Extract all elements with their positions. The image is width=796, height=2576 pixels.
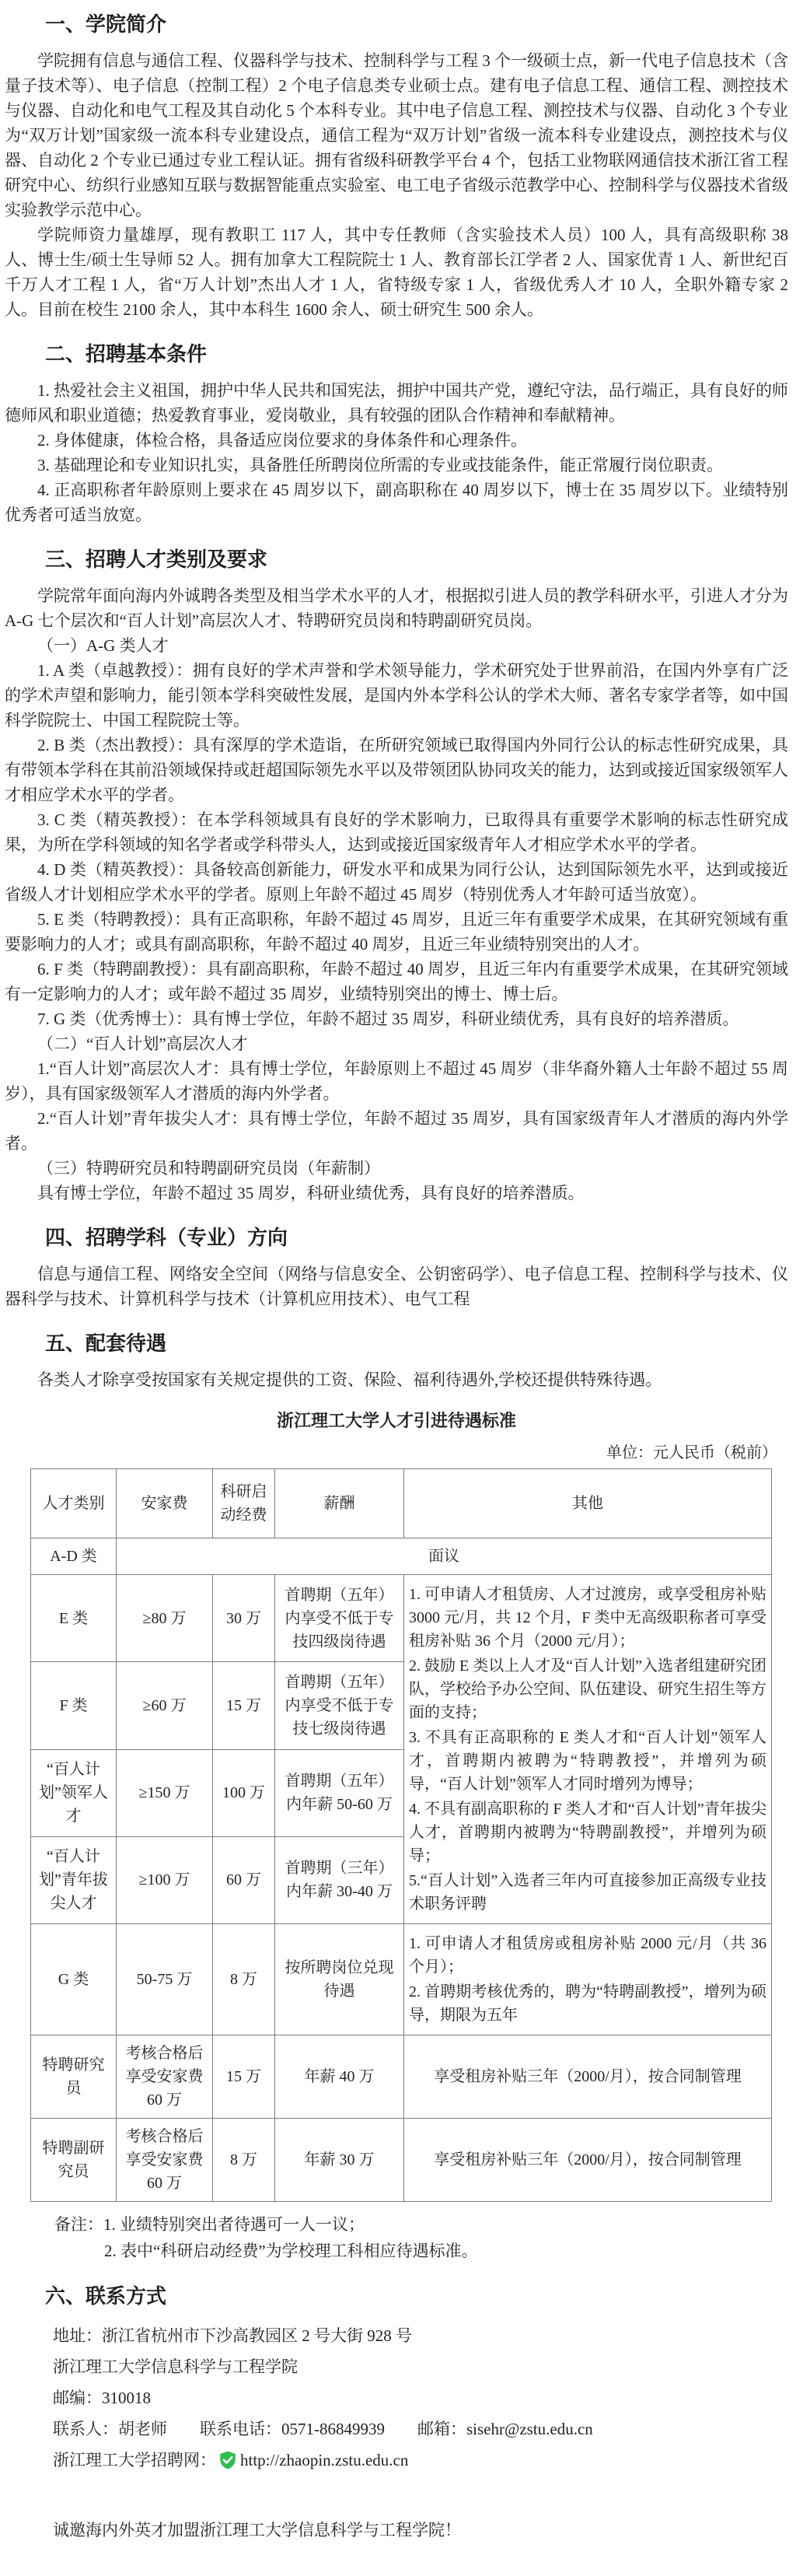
cell-settling-fee: 考核合格后享受安家费 60 万 [117, 2119, 213, 2202]
talent-category-item: 5. E 类（特聘教授）：具有正高职称，年龄不超过 45 周岁，且近三年有重要学术成果，在其研究领域有重要影响力的人才；或具有副高职称，年龄不超过 40 周岁，且近三年业绩特别突出的人才。 [5, 910, 788, 954]
talent-categories-intro: 学院常年面向海内外诚聘各类型及相当学术水平的人才，根据拟引进人员的教学科研水平，引进人才分为 A-G 七个层次和“百人计划”高层次人才、特聘研究员岗和特聘副研究员岗。 [5, 586, 788, 630]
recruitment-site-label: 浙江理工大学招聘网： [53, 2451, 216, 2469]
other-benefit-item: 1. 可申请人才租赁房、人才过渡房，或享受租房补贴 3000 元/月，共 12 个月，F 类中无高级职称者可享受租房补贴 36 个月（2000 元/月）； [409, 1586, 766, 1650]
table-row-g [31, 1924, 772, 2035]
subsection-title-special-researcher: （三）特聘研究员和特聘副研究员岗（年薪制） [37, 1159, 380, 1178]
table-note-1: 备注：1. 业绩特别突出者待遇可一人一议； [54, 2215, 365, 2234]
section-heading-benefits: 五、配套待遇 [45, 1332, 167, 1355]
talent-category-item: 3. C 类（精英教授）：在本学科领域具有良好的学术影响力，已取得具有重要学术影响的标志性研究成果，为所在学科领域的知名学者或学科带头人，达到或接近国家级青年人才相应学术水平的学者。 [5, 810, 788, 854]
special-researcher-requirement: 具有博士学位，年龄不超过 35 周岁，科研业绩优秀，具有良好的培养潜质。 [37, 1184, 585, 1202]
col-header-settling-fee: 安家费 [117, 1469, 213, 1538]
cell-startup-fund: 15 万 [213, 2035, 275, 2119]
college-intro-paragraph-1: 学院拥有信息与通信工程、仪器科学与技术、控制科学与工程 3 个一级硕士点，新一代电子信息技术（含量子技术等）、电子信息（控制工程）2 个电子信息类专业硕士点。建有电子信息工程、通信工程、测控技术与仪器、自动化和电气工程及其自动化 5 个本科专业。其中电子信息工程、测控技术与仪器、自动化 3 个专业为“双万计划”国家级一流本科专业建设点，通信工程为“双万计划”省级一流本科专业建设点，测控技术与仪器、自动化 2 个专业已通过专业工程认证。拥有省级科研教学平台 4 个，包括工业物联网通信技术浙江省工程研究中心、纺织行业感知互联与数据智能重点实验室、电工电子省级示范教学中心、控制科学与仪器技术省级实验教学示范中心。 [5, 51, 788, 219]
cell-salary: 首聘期（五年）内享受不低于专技四级岗待遇 [275, 1575, 404, 1662]
cell-settling-fee: ≥100 万 [117, 1836, 213, 1923]
closing-invitation: 诚邀海内外英才加盟浙江理工大学信息科学与工程学院！ [53, 2521, 461, 2539]
cell-salary: 首聘期（五年）内享受不低于专技七级岗待遇 [275, 1662, 404, 1749]
basic-condition-item: 1. 热爱社会主义祖国，拥护中华人民共和国宪法，拥护中国共产党，遵纪守法，品行端正，具有良好的师德师风和职业道德；热爱教育事业，爱岗敬业，具有较强的团队合作精神和奉献精神。 [5, 381, 788, 425]
other-benefit-item: 3. 不具有正高职称的 E 类人才和“百人计划”领军人才，首聘期内被聘为“特聘教授”，并增列为硕导，“百人计划”领军人才同时增列为博导； [409, 1729, 766, 1793]
section-heading-basic-conditions: 二、招聘基本条件 [45, 342, 208, 366]
cell-salary: 年薪 40 万 [275, 2035, 404, 2119]
hundred-plan-item: 2.“百人计划”青年拔尖人才：具有博士学位，年龄不超过 35 周岁，具有国家级青年人才潜质的海内外学者。 [5, 1109, 788, 1153]
shield-check-icon [218, 2450, 238, 2470]
col-header-other: 其他 [404, 1469, 772, 1538]
table-note-2: 2. 表中“科研启动经费”为学校理工科相应待遇标准。 [104, 2242, 478, 2260]
cell-other-g [404, 1924, 772, 2035]
col-header-talent-category: 人才类别 [31, 1469, 117, 1538]
table-notes [5, 2211, 788, 2264]
cell-startup-fund: 100 万 [213, 1749, 275, 1836]
talent-category-item: 4. D 类（精英教授）：具备较高创新能力，研发水平和成果为同行公认，达到国际领先水平，达到或接近省级人才计划相应学术水平的学者。原则上年龄不超过 45 周岁（特别优秀人才年龄可适当放宽）。 [5, 860, 788, 904]
talent-benefits-table [30, 1468, 772, 2202]
contact-address-line-2: 浙江理工大学信息科学与工程学院 [53, 2357, 298, 2376]
cell-category: 特聘研究员 [31, 2035, 117, 2119]
basic-condition-item: 4. 正高职称者年龄原则上要求在 45 周岁以下，副高职称在 40 周岁以下，博士在 35 周岁以下。业绩特别优秀者可适当放宽。 [5, 481, 788, 524]
subsection-title-ag-talents: （一）A-G 类人才 [37, 636, 169, 655]
basic-condition-item: 2. 身体健康，体检合格，具备适应岗位要求的身体条件和心理条件。 [37, 431, 527, 450]
col-header-startup-fund: 科研启动经费 [213, 1469, 275, 1538]
other-benefit-item: 5.“百人计划”入选者三年内可直接参加正高级专业技术职务评聘 [409, 1872, 766, 1913]
talent-category-item: 1. A 类（卓越教授）：拥有良好的学术声誉和学术领导能力，学术研究处于世界前沿，在国内外享有广泛的学术声望和影响力，能引领本学科突破性发展，是国内外本学科公认的学术大师、著名专家学者等，如中国科学院院士、中国工程院院士等。 [5, 661, 788, 730]
cell-category: A-D 类 [31, 1538, 117, 1575]
table-row-e [31, 1575, 772, 1662]
talent-category-item: 7. G 类（优秀博士）：具有博士学位，年龄不超过 35 周岁，科研业绩优秀，具有良好的培养潜质。 [37, 1010, 739, 1028]
other-benefit-item: 2. 首聘期考核优秀的，聘为“特聘副教授”，增列为硕导，期限为五年 [409, 1983, 766, 2024]
subsection-title-hundred-plan: （二）“百人计划”高层次人才 [37, 1034, 248, 1053]
section-heading-contact: 六、联系方式 [45, 2284, 167, 2308]
table-row-special-assoc-researcher [31, 2119, 772, 2202]
cell-salary: 首聘期（五年）内年薪 50-60 万 [275, 1749, 404, 1836]
cell-settling-fee: 考核合格后享受安家费 60 万 [117, 2035, 213, 2119]
benefits-table-unit-note: 单位：元人民币（税前） [606, 1444, 777, 1461]
cell-settling-fee: ≥80 万 [117, 1575, 213, 1662]
college-intro-paragraph-2: 学院师资力量雄厚，现有教职工 117 人，其中专任教师（含实验技术人员）100 人，具有高级职称 38 人、博士生/硕士生导师 52 人。拥有加拿大工程院院士 1 人、教育部长江学者 2 人、国家优青 1 人、新世纪百千万人才工程 1 人，省“万人计划”杰出人才 1 人，省特级专家 1 人，省级优秀人才 10 人，全职外籍专家 2 人。目前在校生 2100 余人，其中本科生 1600 余人、硕士研究生 500 余人。 [5, 226, 788, 319]
cell-startup-fund: 8 万 [213, 1924, 275, 2035]
cell-negotiable: 面议 [117, 1538, 772, 1575]
cell-category: 特聘副研究员 [31, 2119, 117, 2202]
other-benefit-item: 2. 鼓励 E 类以上人才及“百人计划”入选者组建研究团队，学校给予办公空间、队伍建设、研究生招生等方面的支持； [409, 1657, 766, 1721]
section-heading-talent-categories: 三、招聘人才类别及要求 [45, 548, 268, 571]
cell-salary: 首聘期（三年）内年薪 30-40 万 [275, 1836, 404, 1923]
cell-startup-fund: 30 万 [213, 1575, 275, 1662]
cell-other-assoc: 享受租房补贴三年（2000/月），按合同制管理 [404, 2119, 772, 2202]
cell-category: F 类 [31, 1662, 117, 1749]
cell-category: G 类 [31, 1924, 117, 2035]
benefits-table-title: 浙江理工大学人才引进待遇标准 [276, 1411, 516, 1430]
table-header-row [31, 1469, 772, 1538]
disciplines-list: 信息与通信工程、网络安全空间（网络与信息安全、公钥密码学）、电子信息工程、控制科学与技术、仪器科学与技术、计算机科学与技术（计算机应用技术）、电气工程 [5, 1265, 788, 1308]
table-row-special-researcher [31, 2035, 772, 2119]
contact-address-line-1: 地址：浙江省杭州市下沙高教园区 2 号大街 928 号 [53, 2326, 412, 2345]
contact-zip-line: 邮编：310018 [53, 2389, 151, 2407]
benefits-intro: 各类人才除享受按国家有关规定提供的工资、保险、福利待遇外,学校还提供特殊待遇。 [37, 1370, 662, 1389]
cell-startup-fund: 15 万 [213, 1662, 275, 1749]
cell-salary: 年薪 30 万 [275, 2119, 404, 2202]
recruitment-site-link[interactable]: http://zhaopin.zstu.edu.cn [240, 2451, 409, 2469]
cell-category: “百人计划”青年拔尖人才 [31, 1836, 117, 1923]
cell-category: E 类 [31, 1575, 117, 1662]
col-header-salary: 薪酬 [275, 1469, 404, 1538]
talent-category-item: 2. B 类（杰出教授）：具有深厚的学术造诣，在所研究领域已取得国内外同行公认的标志性研究成果，具有带领本学科在其前沿领域保持或赶超国际领先水平以及带领团队协同攻关的能力，达到或接近国家级领军人才相应学术水平的学者。 [5, 736, 788, 804]
contact-website-line [53, 2445, 788, 2476]
other-benefit-item: 1. 可申请人才租赁房或租房补贴 2000 元/月（共 36 个月）； [409, 1935, 766, 1976]
cell-settling-fee: ≥60 万 [117, 1662, 213, 1749]
cell-salary: 按所聘岗位兑现待遇 [275, 1924, 404, 2035]
cell-category: “百人计划”领军人才 [31, 1749, 117, 1836]
section-heading-disciplines: 四、招聘学科（专业）方向 [45, 1226, 288, 1249]
contact-person-line: 联系人：胡老师 联系电话：0571-86849939 邮箱：sisehr@zstu.edu.cn [53, 2420, 593, 2438]
basic-condition-item: 3. 基础理论和专业知识扎实，具备胜任所聘岗位所需的专业或技能条件，能正常履行岗位职责。 [37, 456, 723, 474]
cell-other-researcher: 享受租房补贴三年（2000/月），按合同制管理 [404, 2035, 772, 2119]
other-benefit-item: 4. 不具有副高职称的 F 类人才和“百人计划”青年拔尖人才，首聘期内被聘为“特聘副教授”，并增列为硕导； [409, 1801, 766, 1864]
section-heading-college-intro: 一、学院简介 [45, 12, 167, 36]
cell-settling-fee: ≥150 万 [117, 1749, 213, 1836]
cell-other-merged [404, 1575, 772, 1924]
hundred-plan-item: 1.“百人计划”高层次人才：具有博士学位，年龄原则上不超过 45 周岁（非华裔外籍人士年龄不超过 55 周岁），具有国家级领军人才潜质的海内外学者。 [5, 1059, 788, 1103]
cell-startup-fund: 8 万 [213, 2119, 275, 2202]
talent-category-item: 6. F 类（特聘副教授）：具有副高职称，年龄不超过 40 周岁，且近三年内有重要学术成果，在其研究领域有一定影响力的人才；或年龄不超过 35 周岁，业绩特别突出的博士、博士后。 [5, 960, 788, 1003]
cell-settling-fee: 50-75 万 [117, 1924, 213, 2035]
table-row-ad [31, 1538, 772, 1575]
cell-startup-fund: 60 万 [213, 1836, 275, 1923]
